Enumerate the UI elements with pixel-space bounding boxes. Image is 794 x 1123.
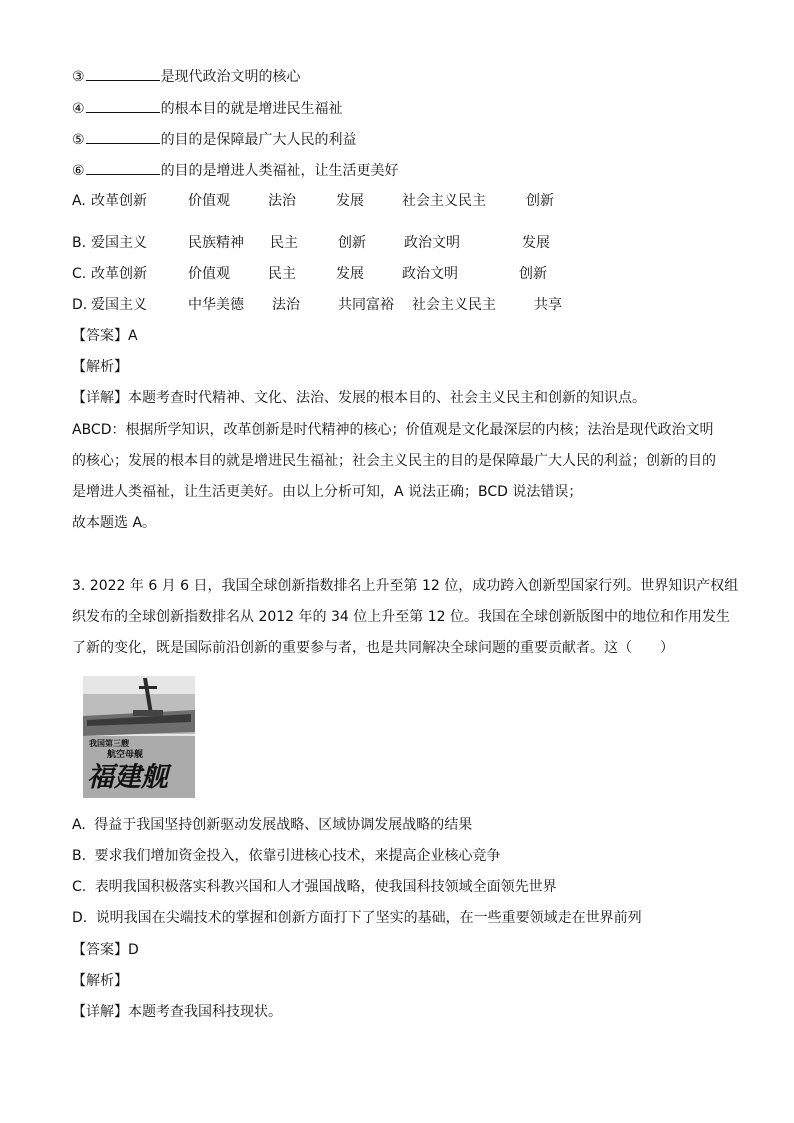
- option-cell: 发展: [336, 266, 364, 282]
- item-text: 的根本目的就是增进民生福祉: [160, 101, 343, 117]
- item-text: 是现代政治文明的核心: [160, 69, 301, 85]
- item-number: ⑥: [72, 163, 85, 179]
- q3-detail: 【详解】本题考查我国科技现状。: [72, 1004, 282, 1020]
- image-caption-small: 我国第三艘: [89, 739, 129, 748]
- q2-explanation-line-1: ABCD：根据所学知识，改革创新是时代精神的核心；价值观是文化最深层的内核；法治是现代政治文明: [72, 422, 714, 438]
- option-letter: A.: [72, 193, 86, 209]
- q3-analysis-label: 【解析】: [72, 973, 128, 989]
- carrier-illustration: [83, 676, 195, 798]
- option-cell: 价值观: [188, 193, 230, 209]
- option-text: 要求我们增加资金投入，依靠引进核心技术，来提高企业核心竞争: [94, 848, 501, 864]
- option-cell: 民主: [268, 266, 296, 282]
- option-cell: 法治: [268, 193, 296, 209]
- option-letter: B.: [72, 235, 87, 251]
- option-cell: 共享: [534, 297, 562, 313]
- option-cell: 民主: [270, 235, 298, 251]
- item-number: ④: [72, 101, 85, 117]
- option-letter: A.: [72, 817, 86, 833]
- answer-blank: [86, 129, 160, 144]
- option-cell: 民族精神: [188, 235, 244, 251]
- option-letter: C.: [72, 879, 87, 895]
- option-cell: 爱国主义: [91, 235, 147, 251]
- option-cell: 创新: [338, 235, 366, 251]
- blank-item-5: [72, 129, 357, 150]
- answer-blank: [86, 66, 160, 81]
- option-cell: 政治文明: [402, 266, 458, 282]
- q2-analysis-label: 【解析】: [72, 359, 128, 375]
- option-cell: 发展: [522, 235, 550, 251]
- option-letter: D.: [72, 297, 88, 313]
- option-cell: 中华美德: [188, 297, 244, 313]
- option-cell: 创新: [526, 193, 554, 209]
- option-cell: 改革创新: [91, 193, 147, 209]
- option-cell: 法治: [272, 297, 300, 313]
- q3-option-c: [72, 877, 557, 897]
- image-caption-carrier: 航空母舰: [107, 750, 144, 760]
- blank-item-4: [72, 98, 343, 119]
- q3-answer: 【答案】D: [72, 942, 139, 958]
- item-number: ⑤: [72, 132, 85, 148]
- option-cell: 发展: [336, 193, 364, 209]
- q2-explanation-line-3: 是增进人类福祉，让生活更美好。由以上分析可知，A 说法正确；BCD 说法错误；: [72, 484, 583, 500]
- option-cell: 共同富裕: [338, 297, 394, 313]
- item-text: 的目的是保障最广大人民的利益: [160, 132, 357, 148]
- option-text: 表明我国积极落实科教兴国和人才强国战略，使我国科技领域全面领先世界: [94, 879, 557, 895]
- q3-stem-line-2: 织发布的全球创新指数排名从 2012 年的 34 位上升至第 12 位。我国在全球创新版图中的地位和作用发生: [72, 609, 730, 625]
- q2-answer: 【答案】A: [72, 328, 138, 344]
- option-letter: D.: [72, 910, 88, 926]
- q2-conclusion: 故本题选 A。: [72, 515, 157, 531]
- answer-blank: [86, 98, 160, 113]
- item-number: ③: [72, 69, 85, 85]
- blank-item-6: [72, 160, 399, 181]
- option-text: 说明我国在尖端技术的掌握和创新方面打下了坚实的基础，在一些重要领域走在世界前列: [95, 910, 642, 926]
- aircraft-carrier-photo: [83, 676, 195, 798]
- option-letter: B.: [72, 848, 87, 864]
- option-cell: 社会主义民主: [402, 193, 486, 209]
- q2-explanation-line-2: 的核心；发展的根本目的就是增进民生福祉；社会主义民主的目的是保障最广大人民的利益；创新的目的: [72, 453, 716, 469]
- option-cell: 创新: [519, 266, 547, 282]
- q2-detail: 【详解】本题考查时代精神、文化、法治、发展的根本目的、社会主义民主和创新的知识点。: [72, 390, 646, 406]
- blank-item-3: [72, 66, 301, 87]
- item-text: 的目的是增进人类福祉，让生活更美好: [160, 163, 399, 179]
- option-letter: C.: [72, 266, 87, 282]
- option-cell: 政治文明: [404, 235, 460, 251]
- answer-blank: [86, 160, 160, 175]
- option-cell: 改革创新: [91, 266, 147, 282]
- option-cell: 爱国主义: [91, 297, 147, 313]
- option-cell: 社会主义民主: [412, 297, 496, 313]
- option-cell: 价值观: [188, 266, 230, 282]
- q3-option-b: [72, 846, 501, 866]
- q3-option-a: [72, 815, 472, 835]
- q3-option-d: [72, 908, 642, 928]
- option-text: 得益于我国坚持创新驱动发展战略、区域协调发展战略的结果: [94, 817, 473, 833]
- q3-stem-line-1: 3. 2022 年 6 月 6 日，我国全球创新指数排名上升至第 12 位，成功跨入创新型国家行列。世界知识产权组: [72, 578, 739, 594]
- image-title-fujian: 福建舰: [87, 762, 168, 793]
- q3-stem-line-3: 了新的变化，既是国际前沿创新的重要参与者，也是共同解决全球问题的重要贡献者。这（ ）: [72, 640, 674, 656]
